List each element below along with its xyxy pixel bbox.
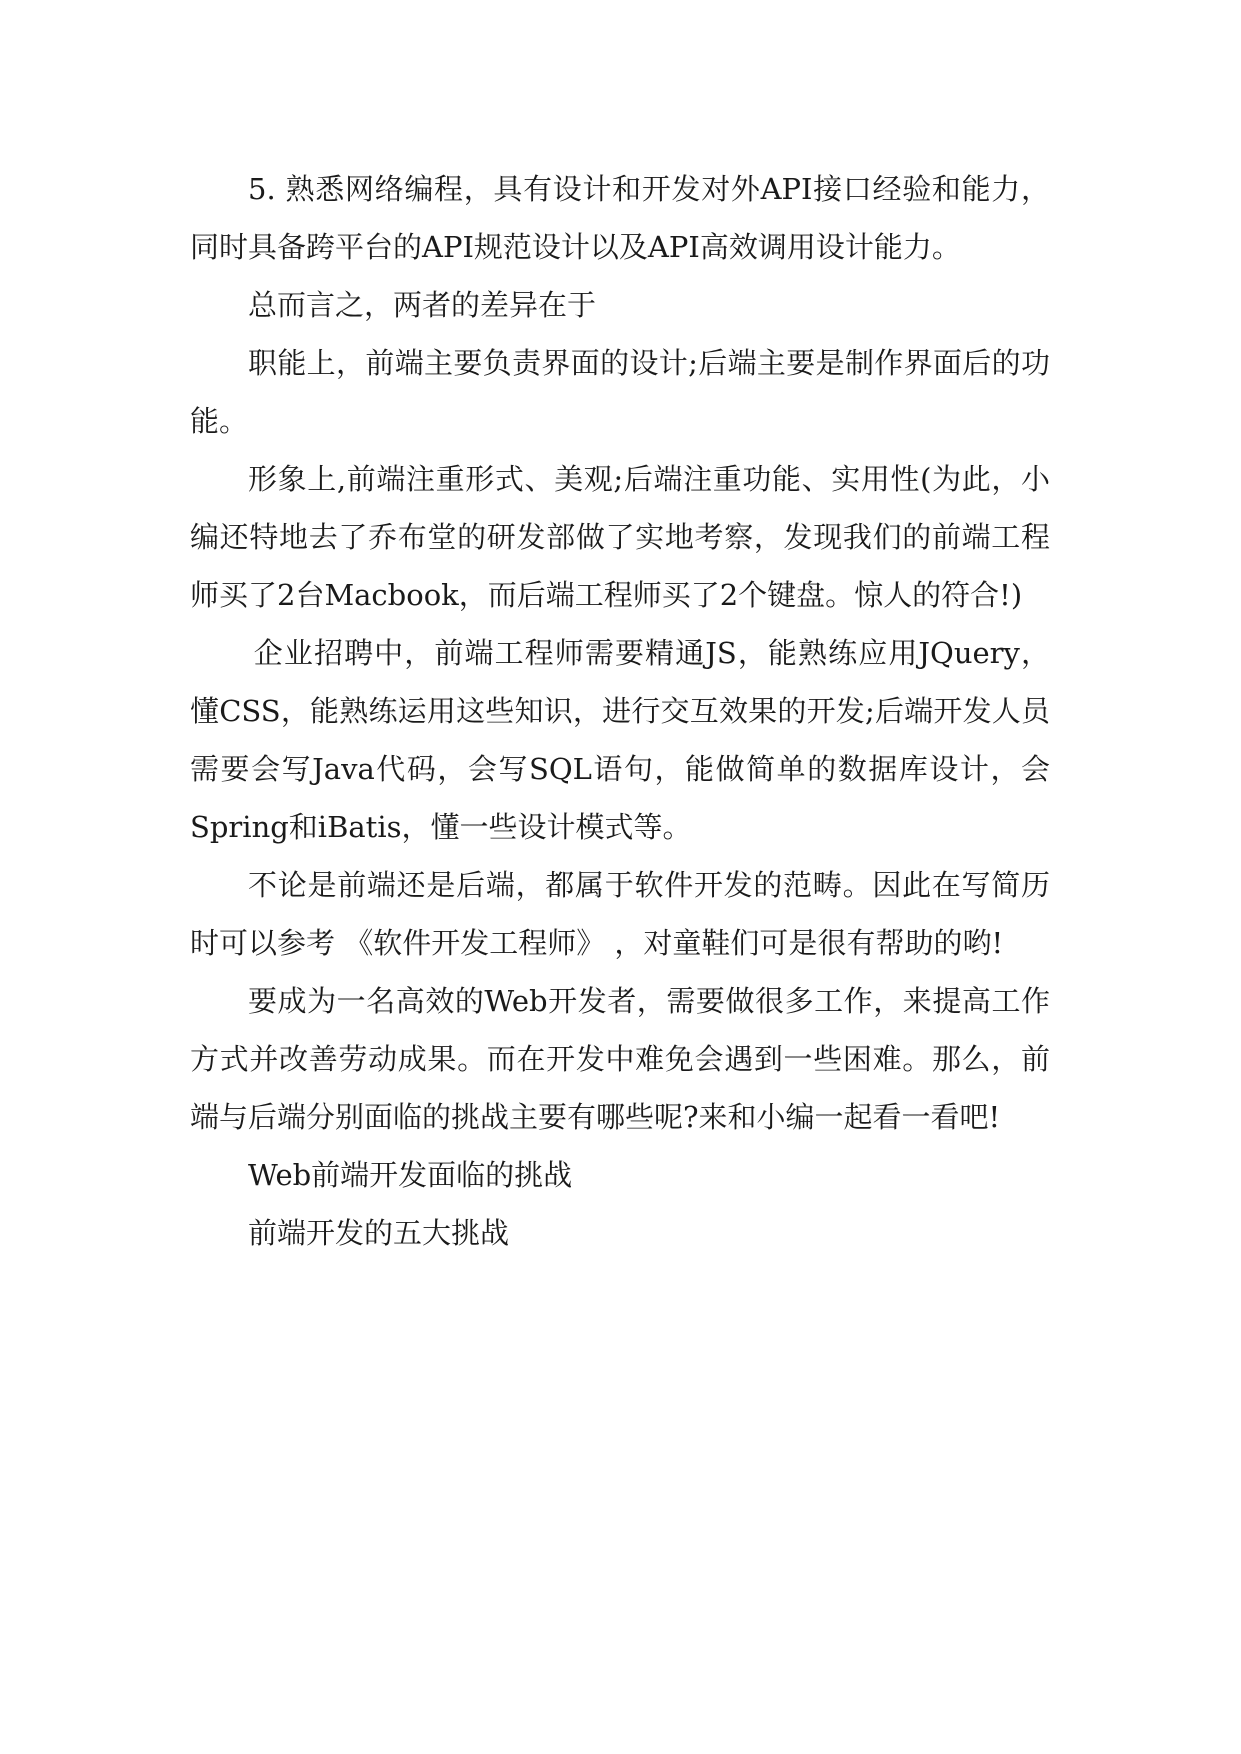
paragraph-api-skills: 5. 熟悉网络编程，具有设计和开发对外API接口经验和能力，同时具备跨平台的API规范设计以及API高效调用设计能力。 xyxy=(190,172,1050,264)
paragraph-image-difference: 形象上,前端注重形式、美观;后端注重功能、实用性(为此，小编还特地去了乔布堂的研发部做了实地考察，发现我们的前端工程师买了2台Macbook，而后端工程师买了2个键盘。惊人的符合!) xyxy=(190,462,1050,612)
heading-five-challenges: 前端开发的五大挑战 xyxy=(248,1216,510,1250)
paragraph-summary-intro: 总而言之，两者的差异在于 xyxy=(248,288,597,322)
paragraph-resume-tip: 不论是前端还是后端，都属于软件开发的范畴。因此在写简历时可以参考 《软件开发工程师》 ，对童鞋们可是很有帮助的哟! xyxy=(190,868,1050,960)
paragraph-function-difference: 职能上，前端主要负责界面的设计;后端主要是制作界面后的功能。 xyxy=(190,346,1050,438)
heading-web-frontend-challenges: Web前端开发面临的挑战 xyxy=(248,1158,573,1192)
paragraph-recruitment: 企业招聘中，前端工程师需要精通JS，能熟练应用JQuery，懂CSS，能熟练运用这些知识，进行交互效果的开发;后端开发人员需要会写Java代码，会写SQL语句，能做简单的数据库设计，会Spring和iBatis，懂一些设计模式等。 xyxy=(190,636,1050,844)
paragraph-web-developer: 要成为一名高效的Web开发者，需要做很多工作，来提高工作方式并改善劳动成果。而在开发中难免会遇到一些困难。那么，前端与后端分别面临的挑战主要有哪些呢?来和小编一起看一看吧! xyxy=(190,984,1050,1134)
document-page xyxy=(190,160,1050,1262)
